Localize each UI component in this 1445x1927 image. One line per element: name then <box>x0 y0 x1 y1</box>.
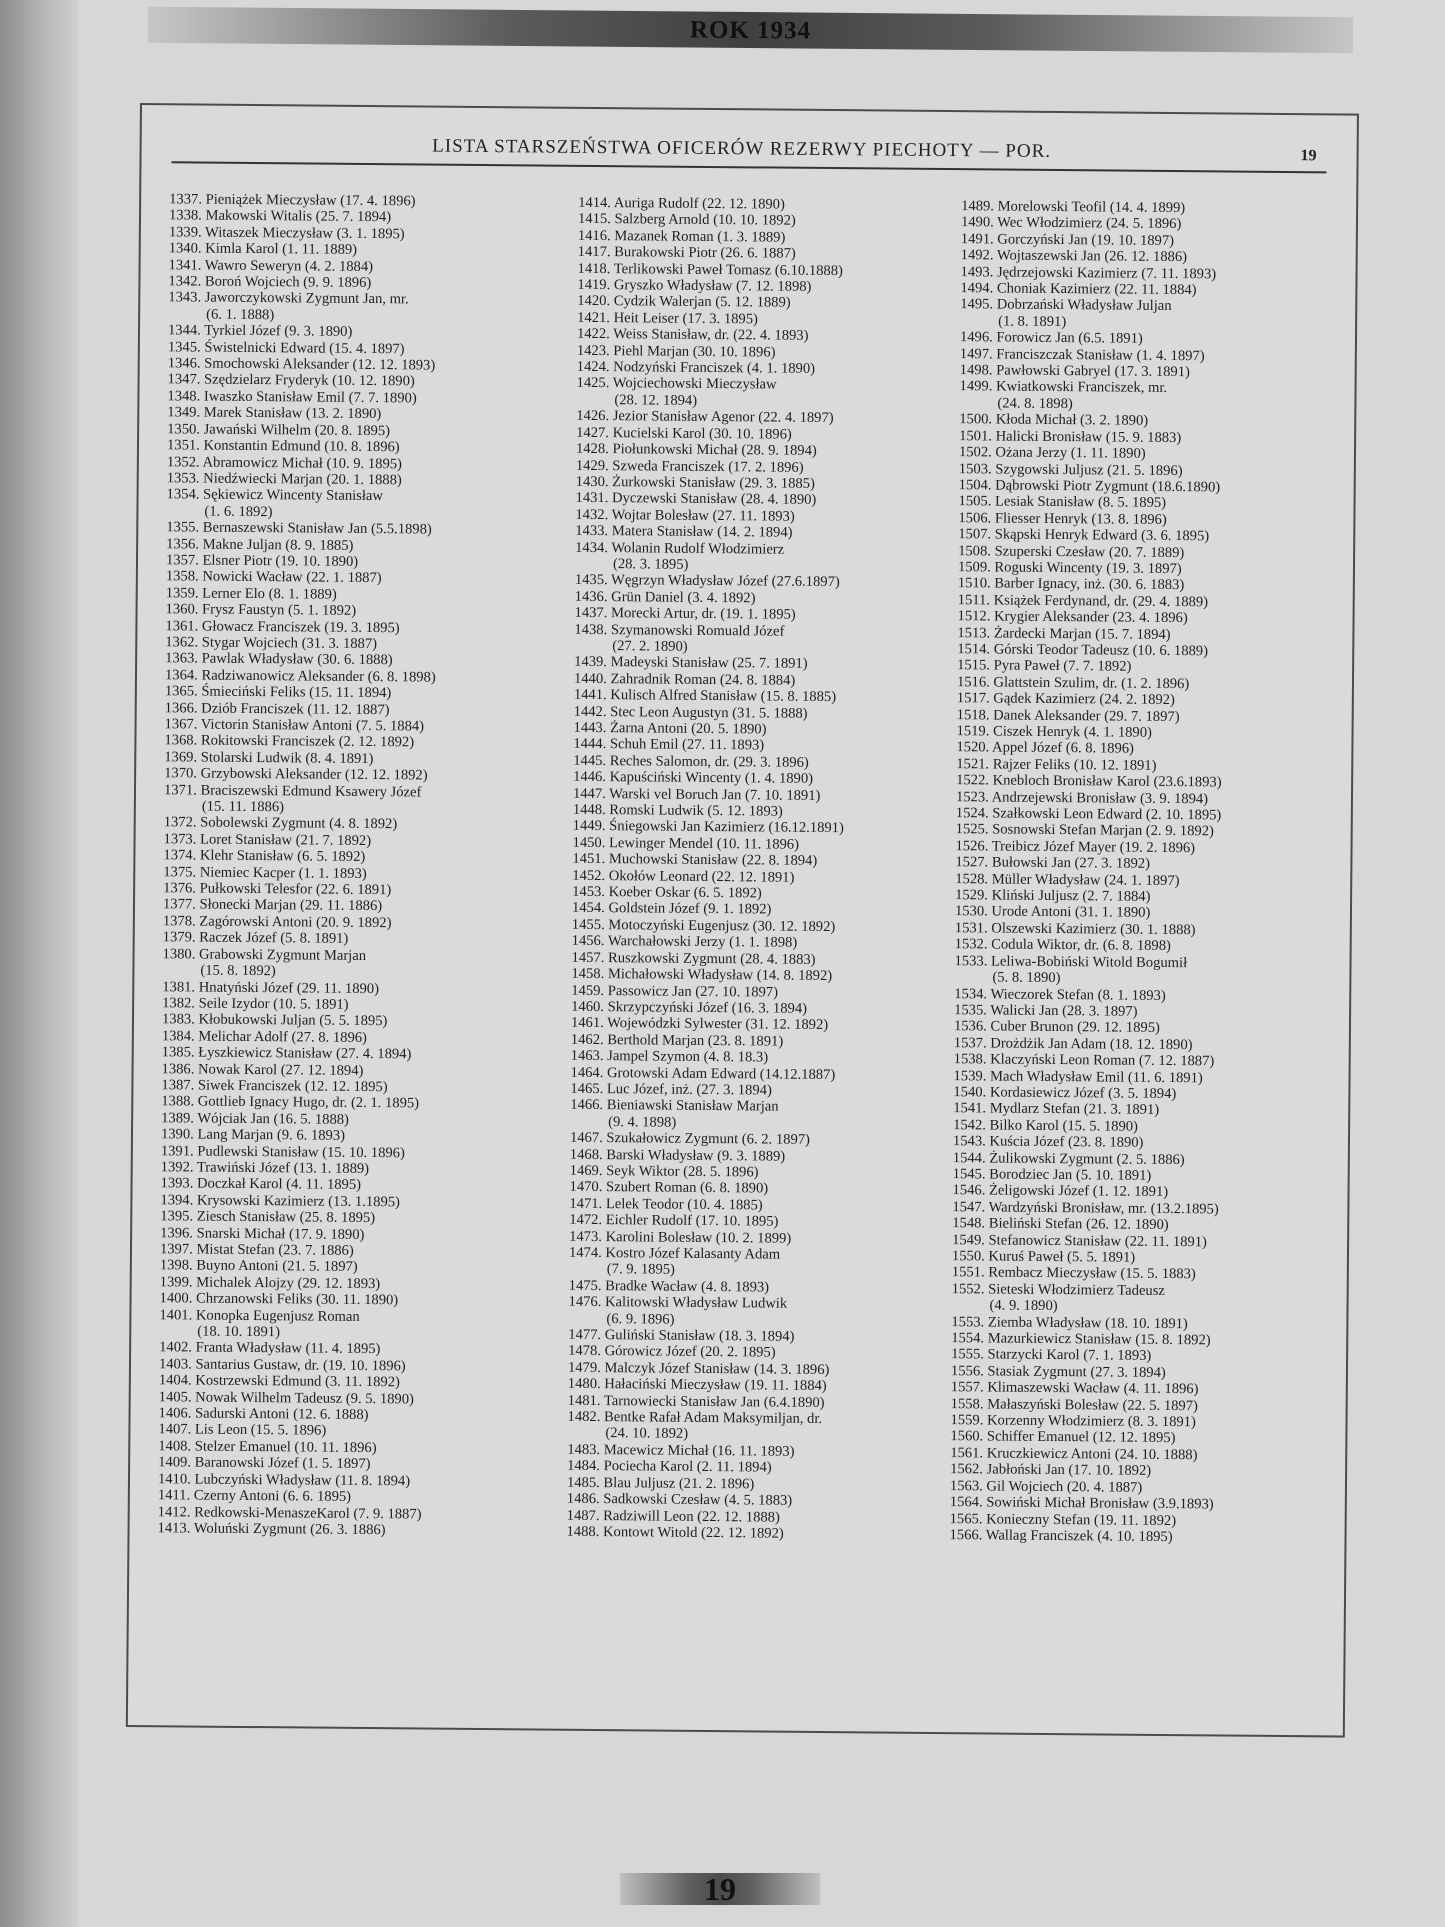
list-entry: 1537. Drożdżik Jan Adam (18. 12. 1890) <box>953 1034 1193 1053</box>
list-entry: 1343. Jaworczykowski Zygmunt Jan, mr. <box>168 289 409 308</box>
list-page-number: 19 <box>1300 147 1317 165</box>
list-entry-continuation: (1. 6. 1892) <box>204 503 273 520</box>
list-entry: 1406. Sadurski Antoni (12. 6. 1888) <box>158 1405 369 1424</box>
list-entry: 1523. Andrzejewski Bronisław (3. 9. 1894) <box>955 788 1209 807</box>
list-entry: 1482. Bentke Rafał Adam Maksymiljan, dr. <box>567 1408 823 1428</box>
list-entry: 1388. Gottlieb Ignacy Hugo, dr. (2. 1. 1895) <box>161 1093 420 1112</box>
list-entry: 1456. Warchałowski Jerzy (1. 1. 1898) <box>571 933 798 952</box>
list-entry: 1476. Kalitowski Władysław Ludwik <box>568 1294 788 1312</box>
list-entry: 1478. Górowicz Józef (20. 2. 1895) <box>568 1343 776 1362</box>
list-entry: 1386. Nowak Karol (27. 12. 1894) <box>161 1060 364 1079</box>
list-entry: 1552. Sieteski Włodzimierz Tadeusz <box>951 1280 1165 1299</box>
list-entry: 1515. Pyra Paweł (7. 7. 1892) <box>957 657 1132 676</box>
list-entry: 1384. Melichar Adolf (27. 8. 1896) <box>161 1027 368 1046</box>
list-column-3 <box>949 198 1346 1547</box>
book-gutter-shadow <box>0 0 78 1927</box>
list-entry: 1394. Krysowski Kazimierz (13. 1.1895) <box>160 1192 401 1211</box>
list-entry-continuation: (24. 8. 1898) <box>997 395 1073 413</box>
list-entry: 1392. Trawiński Józef (13. 1. 1889) <box>160 1159 370 1178</box>
list-entry-continuation: (27. 2. 1890) <box>612 638 688 655</box>
list-entry: 1520. Appel Józef (6. 8. 1896) <box>956 739 1135 758</box>
list-entry: 1507. Skąpski Henryk Edward (3. 6. 1895) <box>958 526 1210 545</box>
list-entry: 1351. Konstantin Edmund (10. 8. 1896) <box>166 437 400 456</box>
list-entry: 1397. Mistat Stefan (23. 7. 1886) <box>159 1241 354 1259</box>
list-entry: 1354. Sękiewicz Wincenty Stanisław <box>166 486 384 505</box>
list-entry: 1495. Dobrzański Władysław Juljan <box>960 296 1172 315</box>
list-entry: 1457. Ruszkowski Zygmunt (28. 4. 1883) <box>571 949 816 968</box>
list-entry: 1490. Wec Włodzimierz (24. 5. 1896) <box>960 214 1182 233</box>
list-entry: 1489. Morelowski Teofil (14. 4. 1899) <box>961 198 1186 217</box>
list-entry: 1396. Snarski Michał (17. 9. 1890) <box>160 1224 365 1243</box>
list-entry: 1358. Nowicki Wacław (22. 1. 1887) <box>165 568 382 587</box>
list-entry: 1448. Romski Ludwik (5. 12. 1893) <box>572 801 783 820</box>
list-entry: 1371. Braciszewski Edmund Ksawery Józef <box>163 781 422 801</box>
list-entry: 1525. Sosnowski Stefan Marjan (2. 9. 1892) <box>955 821 1214 840</box>
list-entry: 1366. Dziób Franciszek (11. 12. 1887) <box>164 699 390 718</box>
list-entry: 1488. Kontowt Witold (22. 12. 1892) <box>566 1523 784 1542</box>
list-entry: 1516. Glattstein Szulim, dr. (1. 2. 1896) <box>956 673 1190 692</box>
list-entry: 1436. Grün Daniel (3. 4. 1892) <box>574 588 756 607</box>
list-entry: 1464. Grotowski Adam Edward (14.12.1887) <box>570 1064 836 1083</box>
list-entry: 1431. Dyczewski Stanisław (28. 4. 1890) <box>575 490 817 509</box>
list-entry: 1415. Salzberg Arnold (10. 10. 1892) <box>577 211 796 230</box>
list-entry: 1519. Ciszek Henryk (4. 1. 1890) <box>956 723 1152 741</box>
list-entry: 1547. Wardzyński Bronisław, mr. (13.2.1895) <box>952 1198 1219 1218</box>
list-entry-continuation: (6. 1. 1888) <box>206 306 275 324</box>
list-entry: 1511. Książek Ferdynand, dr. (29. 4. 1889) <box>957 591 1209 611</box>
list-entry: 1541. Mydlarz Stefan (21. 3. 1891) <box>953 1100 1160 1119</box>
list-entry: 1455. Motoczyński Eugenjusz (30. 12. 1892) <box>571 916 836 935</box>
list-entry: 1458. Michałowski Władysław (14. 8. 1892) <box>571 965 833 985</box>
list-entry: 1365. Śmieciński Feliks (15. 11. 1894) <box>164 683 392 702</box>
list-entry: 1530. Urode Antoni (31. 1. 1890) <box>954 903 1151 922</box>
list-entry: 1427. Kucielski Karol (30. 10. 1896) <box>576 424 792 443</box>
list-entry: 1428. Piołunkowski Michał (28. 9. 1894) <box>575 440 817 460</box>
list-entry: 1348. Iwaszko Stanisław Emil (7. 7. 1890) <box>167 388 417 407</box>
list-entry: 1418. Terlikowski Paweł Tomasz (6.10.1888) <box>577 260 843 279</box>
list-entry-continuation: (24. 10. 1892) <box>605 1425 689 1443</box>
list-entry: 1486. Sadkowski Czesław (4. 5. 1883) <box>566 1490 793 1509</box>
list-entry: 1350. Jawański Wilhelm (20. 8. 1895) <box>167 420 391 439</box>
list-entry: 1377. Słonecki Marjan (29. 11. 1886) <box>162 896 383 915</box>
list-entry: 1442. Stec Leon Augustyn (31. 5. 1888) <box>573 703 808 722</box>
list-entry: 1454. Goldstein Józef (9. 1. 1892) <box>571 900 772 919</box>
list-entry: 1402. Franta Władysław (11. 4. 1895) <box>159 1339 381 1358</box>
list-entry: 1535. Walicki Jan (28. 3. 1897) <box>954 1002 1138 1020</box>
list-entry: 1417. Burakowski Piotr (26. 6. 1887) <box>577 244 796 262</box>
list-entry: 1500. Kłoda Michał (3. 2. 1890) <box>959 411 1149 430</box>
list-entry: 1528. Müller Władysław (24. 1. 1897) <box>955 870 1180 889</box>
list-entry: 1496. Forowicz Jan (6.5. 1891) <box>959 329 1143 348</box>
list-entry: 1518. Danek Aleksander (29. 7. 1897) <box>956 706 1180 725</box>
list-entry: 1536. Cuber Brunon (29. 12. 1895) <box>953 1018 1160 1037</box>
list-entry: 1472. Eichler Rudolf (17. 10. 1895) <box>569 1211 779 1230</box>
list-entry: 1441. Kulisch Alfred Stanisław (15. 8. 1885) <box>573 686 837 706</box>
list-entry: 1443. Żarna Antoni (20. 5. 1890) <box>573 719 767 738</box>
list-entry: 1506. Fliesser Henryk (13. 8. 1896) <box>958 509 1167 528</box>
list-entry: 1540. Kordasiewicz Józef (3. 5. 1894) <box>953 1084 1177 1103</box>
list-entry: 1484. Pociecha Karol (2. 11. 1894) <box>567 1458 772 1476</box>
list-entry: 1561. Kruczkiewicz Antoni (24. 10. 1888) <box>950 1444 1198 1464</box>
list-entry: 1445. Reches Salomon, dr. (29. 3. 1896) <box>573 752 809 771</box>
list-entry: 1564. Sowiński Michał Bronisław (3.9.1893) <box>949 1494 1214 1513</box>
list-entry: 1450. Lewinger Mendel (10. 11. 1896) <box>572 834 800 853</box>
list-entry: 1549. Stefanowicz Stanisław (22. 11. 1891) <box>952 1231 1207 1250</box>
list-entry-continuation: (15. 11. 1886) <box>201 798 285 816</box>
list-entry: 1413. Woluński Zygmunt (26. 3. 1886) <box>157 1520 386 1539</box>
list-entry: 1420. Cydzik Walerjan (5. 12. 1889) <box>577 293 791 312</box>
list-entry: 1349. Marek Stanisław (13. 2. 1890) <box>167 404 382 423</box>
list-entry: 1514. Górski Teodor Tadeusz (10. 6. 1889) <box>957 641 1209 660</box>
list-entry: 1553. Ziemba Władysław (18. 10. 1891) <box>951 1313 1188 1332</box>
list-entry: 1370. Grzybowski Aleksander (12. 12. 1892) <box>164 765 428 784</box>
list-entry: 1395. Ziesch Stanisław (25. 8. 1895) <box>160 1208 376 1227</box>
list-entry: 1459. Passowicz Jan (27. 10. 1897) <box>571 982 779 1001</box>
list-frame <box>126 103 1359 1738</box>
list-entry: 1447. Warski vel Boruch Jan (7. 10. 1891) <box>572 785 821 804</box>
list-entry: 1503. Szygowski Juljusz (21. 5. 1896) <box>958 460 1183 479</box>
list-entry-continuation: (7. 9. 1895) <box>606 1261 676 1279</box>
list-entry: 1531. Olszewski Kazimierz (30. 1. 1888) <box>954 920 1196 939</box>
list-entry: 1438. Szymanowski Romuald Józef <box>574 621 785 640</box>
list-entry: 1430. Żurkowski Stanisław (29. 3. 1885) <box>575 473 815 492</box>
list-entry: 1353. Niedźwiecki Marjan (20. 1. 1888) <box>166 470 402 489</box>
list-entry: 1429. Szweda Franciszek (17. 2. 1896) <box>575 457 804 476</box>
header-banner <box>148 7 1353 54</box>
list-entry-continuation: (5. 8. 1890) <box>992 969 1061 987</box>
list-entry: 1419. Gryszko Władysław (7. 12. 1898) <box>577 276 812 295</box>
list-entry: 1389. Wójciak Jan (16. 5. 1888) <box>161 1109 350 1128</box>
list-entry: 1380. Grabowski Zygmunt Marjan <box>162 945 367 964</box>
list-entry: 1426. Jezior Stanisław Agenor (22. 4. 1897) <box>576 408 834 427</box>
list-entry: 1337. Pieniążek Mieczysław (17. 4. 1896) <box>169 191 416 210</box>
list-entry: 1504. Dąbrowski Piotr Zygmunt (18.6.1890) <box>958 477 1221 496</box>
list-entry: 1534. Wieczorek Stefan (8. 1. 1893) <box>954 985 1166 1004</box>
list-entry: 1382. Seile Izydor (10. 5. 1891) <box>162 995 349 1013</box>
list-entry: 1401. Konopka Eugenjusz Roman <box>159 1306 360 1325</box>
list-entry: 1485. Blau Juljusz (21. 2. 1896) <box>566 1474 755 1493</box>
list-entry: 1492. Wojtaszewski Jan (26. 12. 1886) <box>960 247 1188 266</box>
list-entry: 1404. Kostrzewski Edmund (3. 11. 1892) <box>158 1372 400 1391</box>
list-entry: 1493. Jędrzejowski Kazimierz (7. 11. 1893) <box>960 263 1217 283</box>
list-entry: 1545. Borodziec Jan (5. 10. 1891) <box>952 1166 1152 1184</box>
list-entry: 1491. Gorczyński Jan (19. 10. 1897) <box>960 230 1175 249</box>
list-entry: 1543. Kuścia Józef (23. 8. 1890) <box>952 1133 1144 1151</box>
list-entry: 1391. Pudlewski Stanisław (15. 10. 1896) <box>160 1142 405 1161</box>
list-entry: 1524. Szałkowski Leon Edward (2. 10. 1895) <box>955 805 1222 824</box>
list-entry: 1521. Rajzer Feliks (10. 12. 1891) <box>956 755 1157 774</box>
list-entry: 1405. Nowak Wilhelm Tadeusz (9. 5. 1890) <box>158 1388 415 1408</box>
list-entry: 1409. Baranowski Józef (1. 5. 1897) <box>158 1454 371 1473</box>
list-entry: 1497. Franciszczak Stanisław (1. 4. 1897) <box>959 345 1205 364</box>
list-entry: 1376. Pułkowski Telesfor (22. 6. 1891) <box>163 880 392 899</box>
list-entry: 1505. Lesiak Stanisław (8. 5. 1895) <box>958 493 1167 512</box>
list-entry: 1407. Lis Leon (15. 5. 1896) <box>158 1421 327 1440</box>
list-entry: 1473. Karolini Bolesław (10. 2. 1899) <box>569 1228 792 1247</box>
list-entry: 1513. Żardecki Marjan (15. 7. 1894) <box>957 624 1171 643</box>
list-entry: 1562. Jabłoński Jan (17. 10. 1892) <box>950 1461 1152 1480</box>
list-entry: 1440. Zahradnik Roman (24. 8. 1884) <box>573 670 796 689</box>
list-entry: 1385. Łyszkiewicz Stanisław (27. 4. 1894) <box>161 1044 412 1063</box>
list-entry-continuation: (15. 8. 1892) <box>200 962 276 980</box>
list-entry: 1555. Starzycki Karol (7. 1. 1893) <box>951 1346 1152 1365</box>
list-entry: 1542. Bilko Karol (15. 5. 1890) <box>953 1116 1139 1135</box>
list-entry-continuation: (28. 12. 1894) <box>614 392 698 409</box>
list-entry: 1411. Czerny Antoni (6. 6. 1895) <box>157 1487 352 1505</box>
list-column-2 <box>566 195 963 1544</box>
list-entry: 1452. Okołów Leonard (22. 12. 1891) <box>572 867 795 886</box>
list-entry: 1410. Lubczyński Władysław (11. 8. 1894) <box>157 1470 411 1490</box>
list-entry: 1487. Radziwill Leon (22. 12. 1888) <box>566 1507 780 1526</box>
list-entry: 1379. Raczek Józef (5. 8. 1891) <box>162 929 349 948</box>
list-entry: 1557. Klimaszewski Wacław (4. 11. 1896) <box>950 1379 1199 1398</box>
list-entry: 1423. Piehl Marjan (30. 10. 1896) <box>576 342 776 361</box>
list-entry: 1468. Barski Władysław (9. 3. 1889) <box>569 1146 786 1165</box>
list-entry: 1346. Smochowski Aleksander (12. 12. 1893) <box>167 355 436 374</box>
list-entry: 1465. Luc Józef, inż. (27. 3. 1894) <box>570 1080 772 1099</box>
list-entry: 1517. Gądek Kazimierz (24. 2. 1892) <box>956 690 1175 709</box>
list-entry: 1375. Niemiec Kacper (1. 1. 1893) <box>163 863 367 882</box>
list-entry: 1408. Stelzer Emanuel (10. 11. 1896) <box>158 1438 377 1456</box>
list-entry: 1510. Barber Ignacy, inż. (30. 6. 1883) <box>957 575 1185 594</box>
list-entry: 1387. Siwek Franciszek (12. 12. 1895) <box>161 1077 388 1096</box>
list-entry: 1434. Wolanin Rudolf Włodzimierz <box>575 539 785 558</box>
list-entry: 1345. Świstelnicki Edward (15. 4. 1897) <box>167 338 405 357</box>
list-entry: 1416. Mazanek Roman (1. 3. 1889) <box>577 227 786 246</box>
list-entry: 1560. Schiffer Emanuel (12. 12. 1895) <box>950 1428 1176 1447</box>
list-entry: 1398. Buyno Antoni (21. 5. 1897) <box>159 1257 358 1276</box>
list-entry: 1522. Knebloch Bronisław Karol (23.6.1893) <box>956 772 1222 791</box>
list-entry: 1550. Kuruś Paweł (5. 5. 1891) <box>951 1248 1136 1266</box>
list-entry-continuation: (28. 3. 1895) <box>612 556 689 573</box>
list-entry: 1512. Krygier Aleksander (23. 4. 1896) <box>957 608 1188 627</box>
list-entry: 1502. Ożana Jerzy (1. 11. 1890) <box>958 444 1146 462</box>
list-entry: 1539. Mach Władysław Emil (11. 6. 1891) <box>953 1067 1203 1086</box>
list-column-1 <box>157 191 559 1540</box>
list-entry: 1412. Redkowski-MenaszeKarol (7. 9. 1887) <box>157 1503 422 1523</box>
list-entry: 1421. Heit Leiser (17. 3. 1895) <box>577 309 758 328</box>
list-entry: 1544. Żulikowski Zygmunt (2. 5. 1886) <box>952 1149 1185 1168</box>
list-entry: 1494. Choniak Kazimierz (22. 11. 1884) <box>960 280 1197 299</box>
list-entry: 1546. Żeligowski Józef (1. 12. 1891) <box>952 1182 1169 1201</box>
list-entry: 1340. Kimla Karol (1. 11. 1889) <box>168 240 358 259</box>
footer-page-number: 19 <box>704 1871 736 1907</box>
list-entry: 1551. Rembacz Mieczysław (15. 5. 1883) <box>951 1264 1196 1283</box>
list-entry: 1433. Matera Stanisław (14. 2. 1894) <box>575 522 793 541</box>
list-entry: 1526. Treibicz Józef Mayer (19. 2. 1896) <box>955 837 1196 857</box>
list-entry: 1361. Głowacz Franciszek (19. 3. 1895) <box>165 617 400 636</box>
list-entry: 1363. Pawlak Władysław (30. 6. 1888) <box>165 650 393 669</box>
list-entry: 1444. Schuh Emil (27. 11. 1893) <box>573 736 765 754</box>
list-entry: 1461. Wojewódzki Sylwester (31. 12. 1892) <box>570 1015 829 1034</box>
list-entry: 1475. Bradke Wacław (4. 8. 1893) <box>568 1277 770 1296</box>
list-entry: 1509. Roguski Wincenty (19. 3. 1897) <box>957 559 1182 578</box>
list-entry: 1372. Sobolewski Zygmunt (4. 8. 1892) <box>163 814 398 833</box>
list-entry: 1508. Szuperski Czesław (20. 7. 1889) <box>958 542 1185 561</box>
list-entry: 1556. Stasiak Zygmunt (27. 3. 1894) <box>950 1362 1166 1381</box>
list-entry: 1462. Berthold Marjan (23. 8. 1891) <box>570 1031 784 1050</box>
list-entry: 1435. Węgrzyn Władysław Józef (27.6.1897) <box>574 572 840 591</box>
list-entry: 1559. Korzenny Włodzimierz (8. 3. 1891) <box>950 1412 1196 1431</box>
list-entry: 1403. Santarius Gustaw, dr. (19. 10. 1896) <box>158 1356 406 1375</box>
list-entry: 1566. Wallag Franciszek (4. 10. 1895) <box>949 1527 1173 1545</box>
list-entry: 1446. Kapuściński Wincenty (1. 4. 1890) <box>573 769 814 788</box>
list-entry: 1341. Wawro Seweryn (4. 2. 1884) <box>168 256 374 275</box>
list-entry: 1479. Malczyk Józef Stanisław (14. 3. 1896) <box>567 1359 830 1378</box>
list-entry: 1529. Kliński Juljusz (2. 7. 1884) <box>955 887 1151 905</box>
list-entry: 1439. Madeyski Stanisław (25. 7. 1891) <box>574 654 808 673</box>
list-entry-continuation: (6. 9. 1896) <box>606 1310 675 1328</box>
list-entry: 1422. Weiss Stanisław, dr. (22. 4. 1893) <box>576 326 809 345</box>
list-entry: 1437. Morecki Artur, dr. (19. 1. 1895) <box>574 604 796 623</box>
list-entry: 1368. Rokitowski Franciszek (2. 12. 1892) <box>164 732 415 751</box>
list-entry: 1373. Loret Stanisław (21. 7. 1892) <box>163 831 372 849</box>
list-entry: 1378. Zagórowski Antoni (20. 9. 1892) <box>162 913 392 932</box>
list-entry: 1360. Frysz Faustyn (5. 1. 1892) <box>165 601 357 620</box>
list-entry-continuation: (9. 4. 1898) <box>608 1113 677 1131</box>
list-entry: 1533. Leliwa-Bobiński Witold Bogumił <box>954 952 1188 971</box>
list-entry: 1501. Halicki Bronisław (15. 9. 1883) <box>959 427 1182 446</box>
list-entry: 1362. Stygar Wojciech (31. 3. 1887) <box>165 634 378 653</box>
list-entry: 1414. Auriga Rudolf (22. 12. 1890) <box>578 194 785 213</box>
list-entry: 1565. Konieczny Stefan (19. 11. 1892) <box>949 1510 1177 1529</box>
list-entry: 1338. Makowski Witalis (25. 7. 1894) <box>168 207 392 226</box>
list-entry-continuation: (1. 8. 1891) <box>998 313 1067 330</box>
list-entry: 1463. Jampel Szymon (4. 8. 18.3) <box>570 1047 769 1066</box>
list-entry: 1499. Kwiatkowski Franciszek, mr. <box>959 378 1168 397</box>
list-entry: 1451. Muchowski Stanisław (22. 8. 1894) <box>572 851 818 870</box>
list-entry: 1357. Elsner Piotr (19. 10. 1890) <box>165 552 359 570</box>
list-entry-continuation: (18. 10. 1891) <box>197 1323 281 1341</box>
footer-banner <box>620 1873 820 1905</box>
list-entry: 1352. Abramowicz Michał (10. 9. 1895) <box>166 453 403 472</box>
list-entry: 1474. Kostro Józef Kalasanty Adam <box>568 1244 781 1263</box>
list-entry: 1469. Seyk Wiktor (28. 5. 1896) <box>569 1162 759 1181</box>
list-entry: 1548. Bieliński Stefan (26. 12. 1890) <box>952 1215 1169 1234</box>
list-entry: 1460. Skrzypczyński Józef (16. 3. 1894) <box>571 998 808 1017</box>
list-entry: 1367. Victorin Stanisław Antoni (7. 5. 1884) <box>164 716 425 735</box>
list-entry: 1424. Nodzyński Franciszek (4. 1. 1890) <box>576 358 816 377</box>
list-entry: 1390. Lang Marjan (9. 6. 1893) <box>160 1126 346 1144</box>
list-entry: 1432. Wojtar Bolesław (27. 11. 1893) <box>575 506 795 525</box>
header-title: ROK 1934 <box>689 16 812 45</box>
list-entry: 1453. Koeber Oskar (6. 5. 1892) <box>572 883 762 902</box>
list-entry: 1342. Boroń Wojciech (9. 9. 1896) <box>168 273 372 292</box>
list-title: LISTA STARSZEŃSTWA OFICERÓW REZERWY PIECHOTY — POR. <box>432 135 1052 162</box>
list-entry: 1467. Szukałowicz Zygmunt (6. 2. 1897) <box>569 1129 810 1149</box>
list-entry: 1563. Gil Wojciech (20. 4. 1887) <box>949 1477 1143 1496</box>
list-entry: 1470. Szubert Roman (6. 8. 1890) <box>569 1179 769 1197</box>
list-entry: 1449. Śniegowski Jan Kazimierz (16.12.1891) <box>572 818 844 837</box>
list-entry: 1364. Radziwanowicz Aleksander (6. 8. 1898) <box>164 667 436 686</box>
list-entry: 1538. Klaczyński Leon Roman (7. 12. 1887) <box>953 1051 1215 1070</box>
list-entry: 1480. Hałaciński Mieczysław (19. 11. 1884) <box>567 1376 827 1395</box>
list-entry: 1369. Stolarski Ludwik (8. 4. 1891) <box>164 749 374 767</box>
list-entry: 1481. Tarnowiecki Stanisław Jan (6.4.1890) <box>567 1392 825 1411</box>
list-entry: 1558. Małaszyński Bolesław (22. 5. 1897) <box>950 1395 1199 1414</box>
list-entry: 1425. Wojciechowski Mieczysław <box>576 375 777 394</box>
list-entry: 1347. Szędzielarz Fryderyk (10. 12. 1890) <box>167 371 415 390</box>
list-entry: 1344. Tyrkiel Józef (9. 3. 1890) <box>167 322 353 341</box>
list-entry: 1374. Klehr Stanisław (6. 5. 1892) <box>163 847 366 866</box>
list-entry: 1471. Lelek Teodor (10. 4. 1885) <box>569 1195 763 1214</box>
list-entry: 1383. Kłobukowski Juljan (5. 5. 1895) <box>161 1011 388 1030</box>
list-entry: 1400. Chrzanowski Feliks (30. 11. 1890) <box>159 1290 399 1309</box>
list-entry: 1527. Bułowski Jan (27. 3. 1892) <box>955 854 1151 873</box>
list-entry: 1359. Lerner Elo (8. 1. 1889) <box>165 584 337 603</box>
list-entry: 1483. Macewicz Michał (16. 11. 1893) <box>567 1441 795 1460</box>
list-entry: 1477. Guliński Stanisław (18. 3. 1894) <box>568 1326 795 1345</box>
list-entry: 1532. Codula Wiktor, dr. (6. 8. 1898) <box>954 936 1171 955</box>
list-entry: 1355. Bernaszewski Stanisław Jan (5.5.1898) <box>166 519 432 538</box>
list-entry: 1393. Doczkał Karol (4. 11. 1895) <box>160 1175 362 1194</box>
list-entry: 1381. Hnatyński Józef (29. 11. 1890) <box>162 978 380 997</box>
list-entry: 1356. Makne Juljan (8. 9. 1885) <box>166 535 354 554</box>
list-entry: 1498. Pawłowski Gabryel (17. 3. 1891) <box>959 362 1190 381</box>
list-entry-continuation: (4. 9. 1890) <box>989 1297 1058 1315</box>
list-entry: 1554. Mazurkiewicz Stanisław (15. 8. 1892) <box>951 1330 1211 1349</box>
list-entry: 1466. Bieniawski Stanisław Marjan <box>570 1097 779 1115</box>
list-entry: 1399. Michalek Alojzy (29. 12. 1893) <box>159 1274 381 1292</box>
list-entry: 1339. Witaszek Mieczysław (3. 1. 1895) <box>168 224 405 243</box>
